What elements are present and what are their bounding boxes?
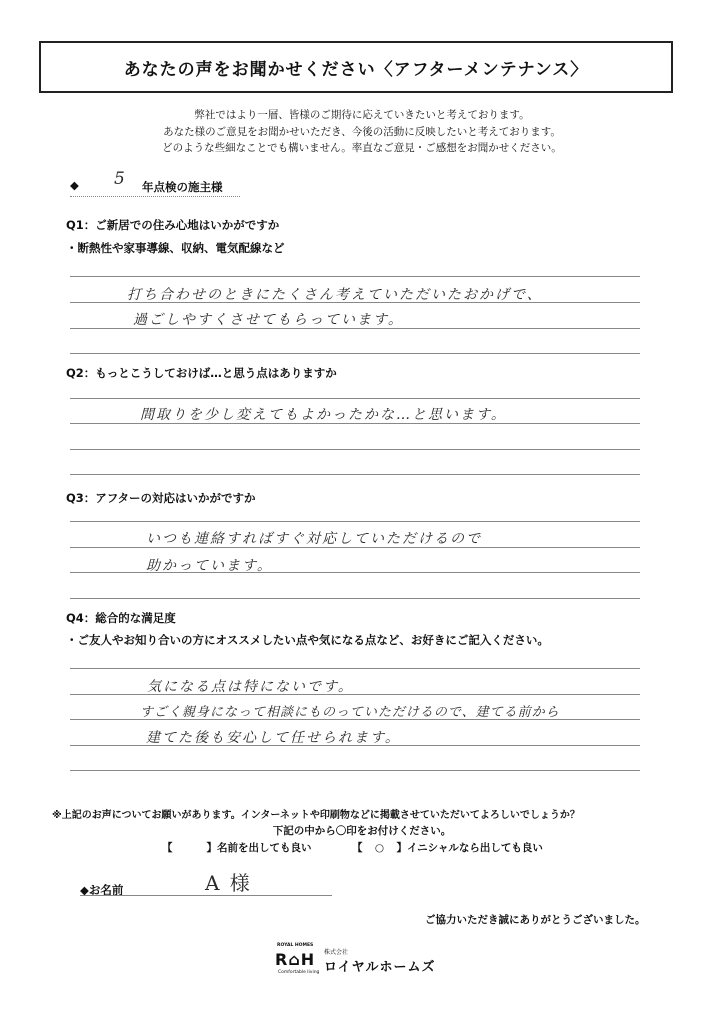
logo-company-type: 株式会社: [324, 949, 349, 956]
logo-top-text: ROYAL HOMES: [277, 943, 314, 948]
q3-answer-line-2: 助かっています。: [146, 558, 273, 574]
logo-company-name: ロイヤルホームズ: [324, 960, 436, 975]
thanks-message: ご協力いただき誠にありがとうございました。: [425, 914, 646, 926]
q2-line-2: [70, 423, 640, 424]
option-bracket-open: 【: [352, 842, 363, 854]
intro-line-2: あなた様のご意見をお聞かせいただき、今後の活動に反映したいと考えております。: [163, 126, 561, 138]
option-bracket-open: 【: [162, 842, 173, 854]
q4-line-3: [70, 719, 640, 720]
consent-instruction: 下記の中から〇印をお付けください。: [272, 825, 452, 837]
option-initials-mark: ○: [374, 842, 385, 854]
q1-question: Q1：ご新居での住み心地はいかがですか: [66, 218, 280, 232]
q2-line-1: [70, 398, 640, 399]
q3-question: Q3：アフターの対応はいかがですか: [66, 491, 256, 505]
intro-line-1: 弊社ではより一層、皆様のご期待に応えていきたいと考えております。: [194, 109, 530, 121]
consent-option-name: [162, 840, 312, 855]
q4-line-1: [70, 668, 640, 669]
q1-answer-line-2: 過ごしやすくさせてもらっています。: [133, 312, 404, 328]
q3-answer-line-1: いつも連絡すればすぐ対応していただけるので: [146, 531, 482, 547]
logo-tagline: Comfortable living: [278, 970, 320, 975]
intro-line-3: どのような些細なことでも構いません。率直なご意見・ご感想をお聞かせください。: [162, 142, 562, 154]
inspection-underline: [70, 196, 240, 197]
q2-line-3: [70, 449, 640, 450]
q4-hint: ・ご友人やお知り合いの方にオススメしたい点や気になる点など、お好きにご記入ください。: [66, 633, 549, 647]
q3-line-2: [70, 547, 640, 548]
diamond-marker: ◆: [70, 178, 79, 192]
option-initials-label: イニシャルなら出しても良い: [407, 842, 543, 854]
q2-answer-line-1: 間取りを少し変えてもよかったかな…と思います。: [140, 407, 507, 423]
q2-line-4: [70, 474, 640, 475]
q4-answer-line-2: すごく親身になって相談にものっていただけるので、建てる前から: [140, 705, 560, 720]
name-label: ◆お名前: [80, 883, 124, 897]
q1-line-1: [70, 276, 640, 277]
q4-answer-line-1: 気になる点は特にないです。: [147, 679, 354, 695]
q1-answer-line-1: 打ち合わせのときにたくさん考えていただいたおかげで、: [127, 287, 543, 303]
q1-line-2: [70, 302, 640, 303]
q4-line-2: [70, 694, 640, 695]
q4-answer-line-3: 建てた後も安心して任せられます。: [146, 730, 401, 746]
q4-line-4: [70, 745, 640, 746]
inspection-year-handwritten: 5: [114, 169, 127, 189]
q3-line-3: [70, 572, 640, 573]
form-title: あなたの声をお聞かせください〈アフターメンテナンス〉: [39, 41, 673, 93]
q3-line-4: [70, 598, 640, 599]
q2-question: Q2：もっとこうしておけば…と思う点はありますか: [66, 366, 337, 380]
consent-request: ※上記のお声についてお願いがあります。インターネットや印刷物などに掲載させていただいてよろしいでしょうか？: [52, 810, 580, 821]
name-handwritten: A 様: [205, 871, 252, 895]
q1-line-4: [70, 353, 640, 354]
q4-line-5: [70, 770, 640, 771]
name-underline: [80, 895, 332, 896]
option-bracket-close: 】: [396, 842, 407, 854]
option-bracket-close: 】: [206, 842, 217, 854]
q3-line-1: [70, 521, 640, 522]
q4-question: Q4：総合的な満足度: [66, 611, 176, 625]
logo-mark: R⌂H: [275, 950, 316, 969]
inspection-label: 年点検の施主様: [142, 180, 223, 194]
consent-option-initials: [352, 840, 543, 855]
q1-line-3: [70, 328, 640, 329]
option-name-label: 名前を出しても良い: [217, 842, 312, 854]
q1-hint: ・断熱性や家事導線、収納、電気配線など: [66, 241, 285, 255]
